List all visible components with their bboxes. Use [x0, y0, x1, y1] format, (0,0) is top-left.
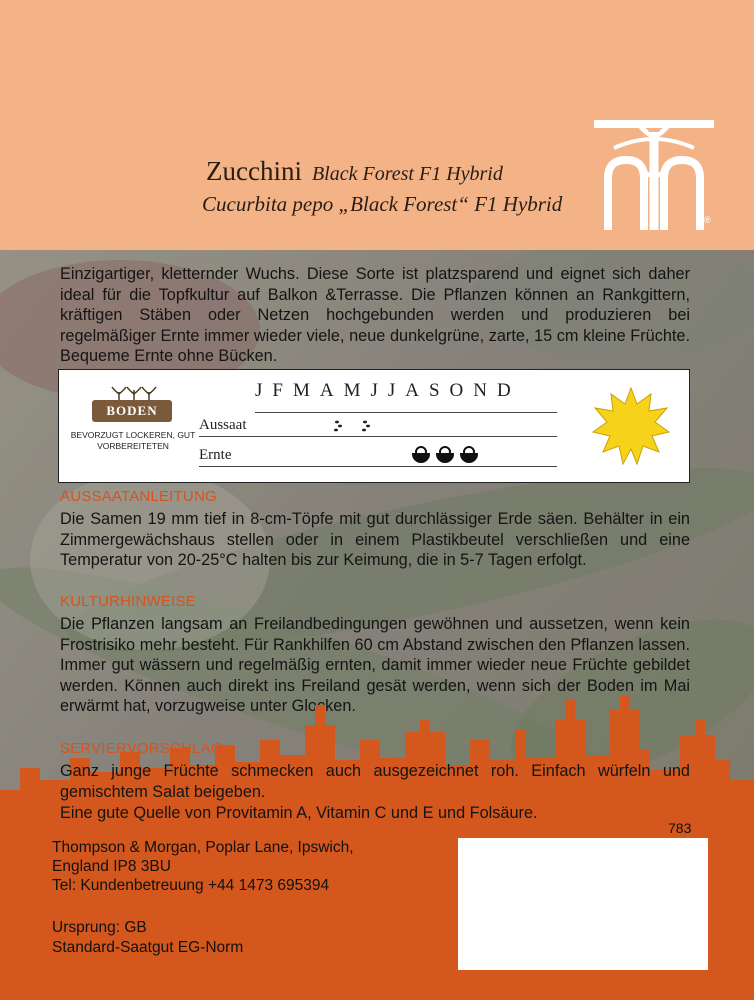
product-variety: Black Forest F1 Hybrid — [311, 163, 503, 185]
product-name: Zucchini — [206, 156, 302, 186]
calendar-rule-middle — [199, 436, 557, 437]
harvest-row-label: Ernte — [199, 447, 232, 463]
section-text-cultivation: Die Pflanzen langsam an Freilandbedingungen gewöhnen und aussetzen, wenn kein Frostrisiko mehr besteht. Für Rankhilfen 60 cm Abstand zwischen den Pflanzen lassen. Immer gut wässern und regelmäßig ernten, damit immer wieder neue Früchte gebildet werden. Können auch direkt ins Freiland gesät werden, wenn sich der Boden im Mai erwärmt hat, vorzugweise unter Glocken. — [60, 615, 690, 715]
calendar-rule-bottom — [199, 466, 557, 467]
company-address — [52, 838, 354, 895]
origin-country: Ursprung: GB — [52, 919, 147, 936]
product-code: 783 — [668, 820, 692, 836]
company-address-line1: Thompson & Morgan, Poplar Lane, Ipswich, — [52, 839, 354, 856]
product-latin-name: Cucurbita pepo „Black Forest“ F1 Hybrid — [202, 192, 563, 216]
origin-info — [52, 918, 243, 958]
company-address-line2: England IP8 3BU — [52, 858, 171, 875]
section-text-serving: Ganz junge Früchte schmecken auch ausgezeichnet roh. Einfach würfeln und gemischtem Salat beigeben. — [60, 762, 690, 801]
seed-standard: Standard-Saatgut EG-Norm — [52, 939, 244, 956]
intro-text: Einzigartiger, kletternder Wuchs. Diese Sorte ist platzsparend und eignet sich daher ideal für die Topfkultur auf Balkon &Terrasse. Die Pflanzen können an Rankgittern, kräftigen Stäben oder Netzen hochgebunden werden und produzieren bei regelmäßiger Ernte immer wieder viele, neue dunkelgrüne, zarte, 15 cm kleine Früchte. Bequeme Ernte ohne Bücken. — [60, 265, 690, 365]
section-heading-serving: SERVIERVORSCHLAG — [60, 740, 223, 757]
sowing-row-label: Aussaat — [199, 417, 247, 433]
month-initials: JFMAMJJASOND — [255, 380, 521, 401]
registered-mark: ® — [704, 215, 711, 225]
thompson-morgan-logo-icon — [594, 120, 714, 230]
section-heading-cultivation: KULTURHINWEISE — [60, 593, 196, 610]
seed-icon — [331, 418, 381, 434]
sowing-calendar — [58, 369, 690, 483]
soil-note: BEVORZUGT LOCKEREN, GUT VORBEREITETEN — [70, 430, 196, 451]
label-blank-box — [458, 838, 708, 970]
harvest-icon — [411, 446, 481, 464]
section-text-sowing: Die Samen 19 mm tief in 8-cm-Töpfe mit gut durchlässiger Erde säen. Behälter in ein Zimmergewächshaus stellen oder in einem Plastikbeutel verschließen und eine Temperatur von 20-25°C halten bis zur Keimung, die in 5-7 Tagen erfolgt. — [60, 510, 690, 569]
soil-badge: BODEN — [92, 400, 172, 422]
section-heading-sowing: AUSSAATANLEITUNG — [60, 488, 217, 505]
full-sun-icon — [591, 386, 671, 466]
calendar-rule-top — [255, 412, 557, 413]
company-phone: Tel: Kundenbetreuung +44 1473 695394 — [52, 877, 330, 894]
nutrition-text: Eine gute Quelle von Provitamin A, Vitamin C und E und Folsäure. — [60, 804, 538, 822]
product-title — [206, 156, 503, 187]
